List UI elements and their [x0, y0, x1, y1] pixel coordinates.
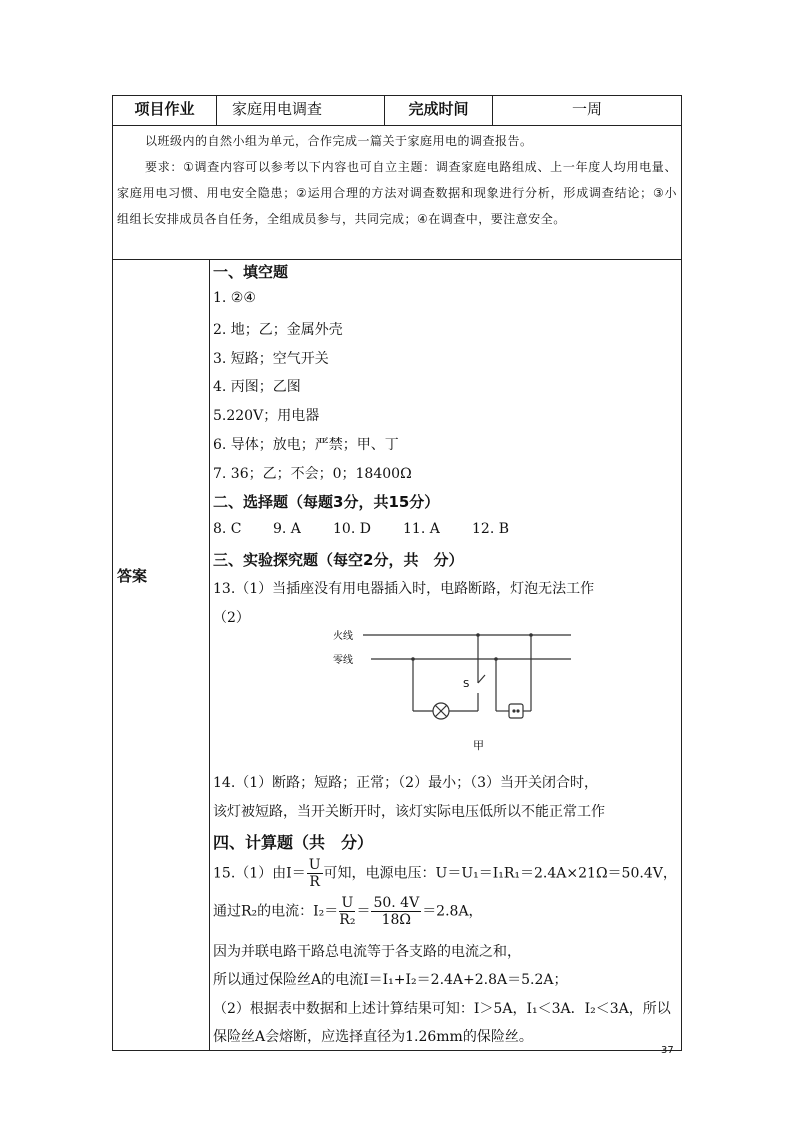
- answer-15-1-prefix: 15.（1）由I＝: [213, 865, 306, 882]
- circuit-diagram: [333, 625, 679, 753]
- answer-15-line-5: （2）根据表中数据和上述计算结果可知：I＞5A，I₁＜3A．I₂＜3A，所以: [213, 1001, 671, 1017]
- page-number: 37: [661, 1045, 674, 1056]
- answer-1: 1. ②④: [213, 290, 256, 306]
- diagram-caption: 甲: [473, 739, 484, 752]
- answer-13-1: 13.（1）当插座没有用电器插入时，电路断路，灯泡无法工作: [213, 581, 595, 597]
- project-label: 项目作业: [113, 96, 217, 125]
- section-calculation: 四、计算题（共 分）: [213, 833, 374, 852]
- task-description: [112, 125, 682, 260]
- answer-15-2-suffix: ＝2.8A，: [422, 903, 483, 920]
- answer-7: 7. 36；乙；不会；0；18400Ω: [213, 466, 412, 482]
- answer-15-line-3: 因为并联电路干路总电流等于各支路的电流之和，: [213, 944, 521, 960]
- answer-2: 2. 地；乙；金属外壳: [213, 322, 343, 338]
- junction-dot: [529, 633, 533, 637]
- fraction-numerator: U: [339, 895, 355, 912]
- section-choice: 二、选择题（每题3分，共15分）: [213, 493, 440, 511]
- socket-pin: [516, 709, 519, 712]
- time-label: 完成时间: [385, 96, 493, 125]
- fraction-value: [371, 895, 421, 928]
- fraction-denominator: 18Ω: [381, 912, 412, 928]
- answer-15-2-prefix: 通过R₂的电流：I₂＝: [213, 903, 339, 920]
- answer-6: 6. 导体；放电；严禁；甲、丁: [213, 437, 399, 453]
- answer-15-line-2: [213, 895, 483, 928]
- answer-15-line-6: 保险丝A会熔断，应选择直径为1.26mm的保险丝。: [213, 1029, 533, 1045]
- fraction-u-over-r2: [339, 895, 355, 928]
- task-line-1: 以班级内的自然小组为单元，合作完成一篇关于家庭用电的调查报告。: [145, 134, 533, 148]
- time-value: 一周: [571, 100, 602, 118]
- answer-3: 3. 短路；空气开关: [213, 351, 329, 367]
- task-line-2: 要求：①调查内容可以参考以下内容也可自立主题：调查家庭电路组成、上一年度人均用电量、家庭用电习惯、用电安全隐患；②运用合理的方法对调查数据和现象进行分析，形成调查结论；③小组组长安排成员各自任务，全组成员参与，共同完成；④在调查中，要注意安全。: [117, 160, 677, 226]
- header-row: [112, 95, 682, 126]
- switch-label: S: [463, 679, 470, 690]
- answer-15-line-1: [213, 857, 677, 890]
- choice-11: 11. A: [403, 521, 440, 537]
- answer-row: [112, 259, 682, 1051]
- choice-12: 12. B: [472, 521, 510, 537]
- answer-15-1-suffix: 可知，电源电压：U＝U₁＝I₁R₁＝2.4A×21Ω＝50.4V，: [323, 865, 677, 882]
- answer-15-line-4: 所以通过保险丝A的电流I＝I₁+I₂＝2.4A+2.8A＝5.2A；: [213, 972, 568, 988]
- fraction-u-over-r: [307, 857, 323, 890]
- junction-dot: [411, 657, 415, 661]
- fraction-denominator: R₂: [339, 912, 356, 928]
- answer-14-2: 该灯被短路，当开关断开时，该灯实际电压低所以不能正常工作: [213, 804, 605, 820]
- answer-content: [213, 259, 678, 1049]
- junction-dot: [494, 657, 498, 661]
- equals-sign: ＝: [356, 903, 371, 920]
- junction-dot: [476, 633, 480, 637]
- section-fill-blank: 一、填空题: [213, 263, 289, 281]
- section-experiment: 三、实验探究题（每空2分，共 分）: [213, 551, 464, 569]
- choice-10: 10. D: [333, 521, 371, 537]
- project-value: 家庭用电调查: [217, 96, 385, 125]
- fraction-numerator: U: [308, 857, 321, 873]
- fraction-numerator: 50. 4V: [373, 895, 420, 911]
- socket-pin: [512, 709, 515, 712]
- answer-13-2: （2）: [213, 610, 250, 626]
- answer-label: 答案: [117, 567, 148, 585]
- answer-label-cell: [113, 259, 210, 1050]
- answer-4: 4. 丙图；乙图: [213, 379, 301, 395]
- live-wire-label: 火线: [333, 631, 353, 642]
- neutral-wire-label: 零线: [333, 655, 353, 666]
- fraction-denominator: R: [309, 874, 320, 890]
- answer-14-1: 14.（1）断路；短路；正常；（2）最小；（3）当开关闭合时，: [213, 775, 598, 791]
- choice-8: 8. C: [213, 521, 242, 537]
- choice-9: 9. A: [273, 521, 301, 537]
- answer-5: 5.220V；用电器: [213, 408, 320, 424]
